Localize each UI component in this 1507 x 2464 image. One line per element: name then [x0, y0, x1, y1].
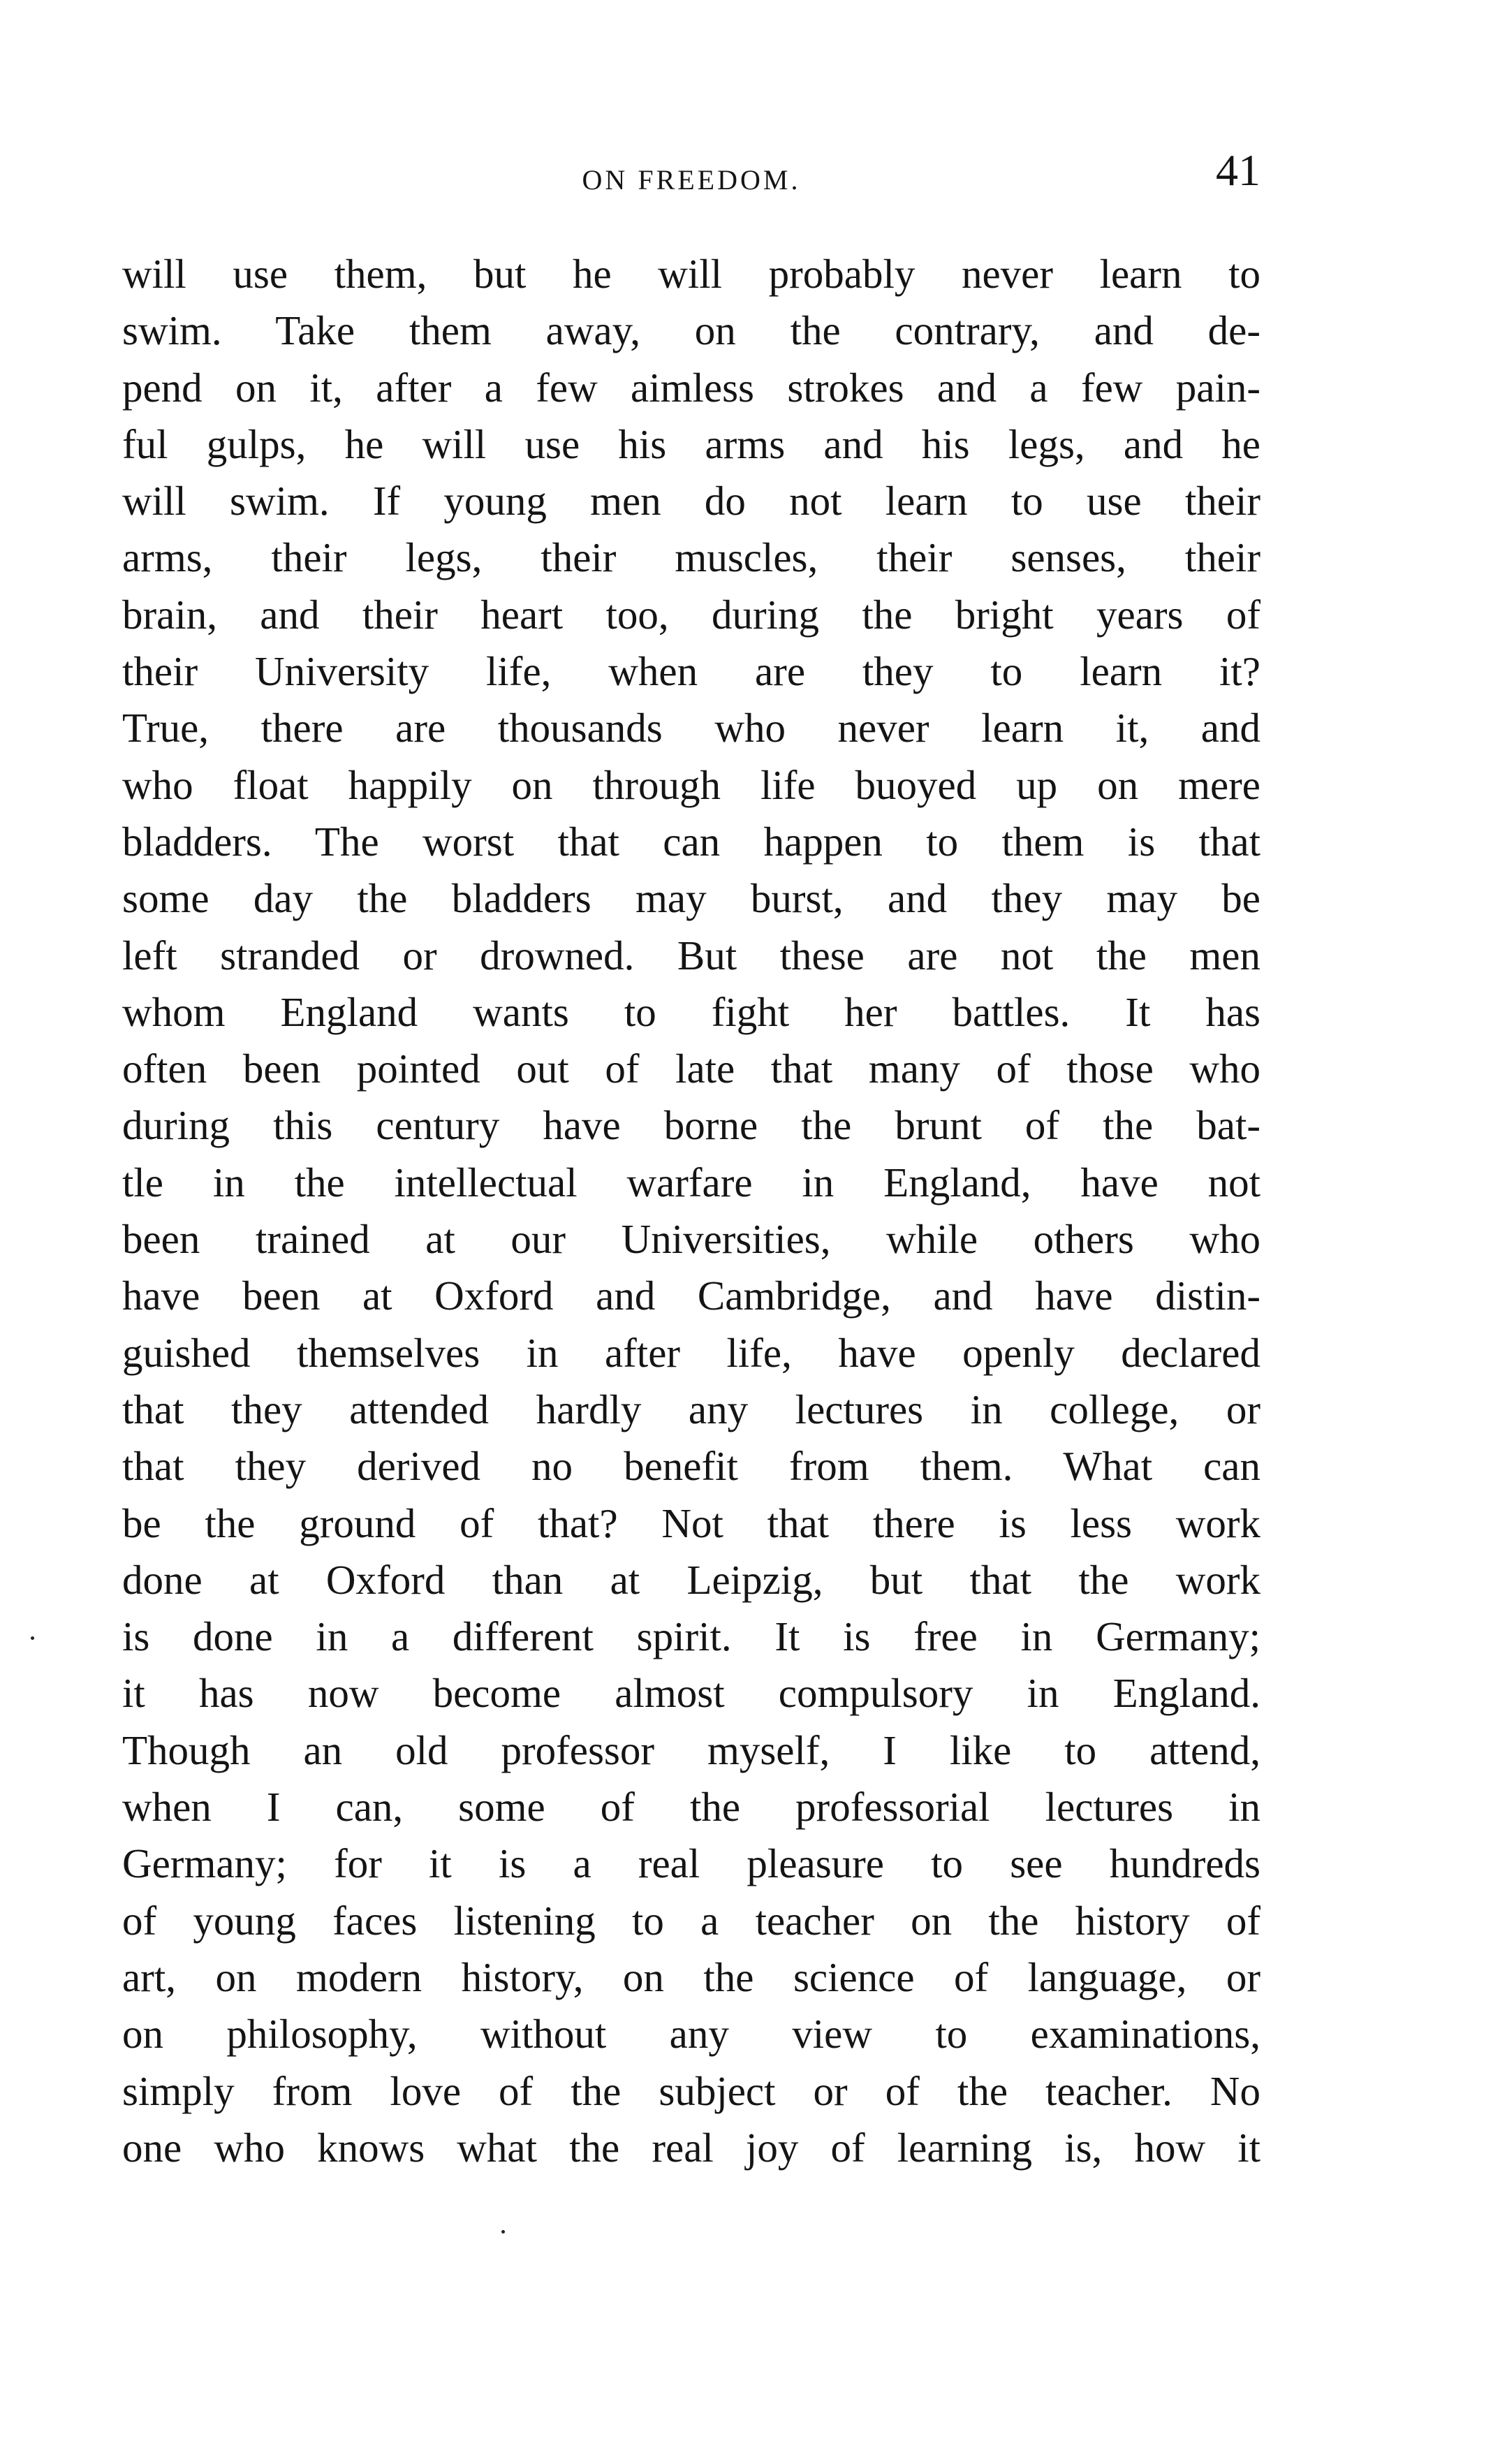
text-line: be the ground of that? Not that there is less work	[122, 1499, 1260, 1546]
text-line: ful gulps, he will use his arms and his legs, and he	[122, 420, 1260, 467]
text-line: on philosophy, without any view to examinations,	[122, 2011, 1260, 2058]
text-line: will use them, but he will probably never learn to	[122, 251, 1260, 297]
text-line: is done in a different spirit. It is free in Germany;	[122, 1613, 1260, 1660]
text-line: will swim. If young men do not learn to use their	[122, 478, 1260, 525]
text-line: have been at Oxford and Cambridge, and have distin-	[122, 1273, 1260, 1319]
text-line: pend on it, after a few aimless strokes and a few pain-	[122, 364, 1260, 411]
body-text	[122, 246, 1260, 2176]
text-line: brain, and their heart too, during the bright years of	[122, 591, 1260, 638]
running-head-title: ON FREEDOM.	[582, 164, 801, 196]
text-line: arms, their legs, their muscles, their senses, their	[122, 534, 1260, 581]
page-number: 41	[1216, 145, 1260, 195]
text-line: during this century have borne the brunt of the bat-	[122, 1102, 1260, 1149]
text-line: swim. Take them away, on the contrary, and de-	[122, 307, 1260, 354]
text-line: Though an old professor myself, I like to attend,	[122, 1726, 1260, 1773]
text-line: it has now become almost compulsory in England.	[122, 1670, 1260, 1717]
text-line: left stranded or drowned. But these are not the men	[122, 932, 1260, 978]
text-line: done at Oxford than at Leipzig, but that the work	[122, 1556, 1260, 1603]
running-head	[122, 143, 1260, 206]
text-line: often been pointed out of late that many of those who	[122, 1046, 1260, 1092]
text-line: True, there are thousands who never learn it, and	[122, 705, 1260, 751]
ink-speck	[31, 1636, 34, 1640]
text-line: guished themselves in after life, have openly declared	[122, 1329, 1260, 1376]
ink-speck	[501, 2230, 505, 2234]
text-line: art, on modern history, on the science of language, or	[122, 1953, 1260, 2000]
text-line: their University life, when are they to learn it?	[122, 648, 1260, 695]
text-line: that they attended hardly any lectures in college, or	[122, 1386, 1260, 1432]
text-line: simply from love of the subject or of the teacher. No	[122, 2067, 1260, 2114]
text-line: some day the bladders may burst, and they may be	[122, 875, 1260, 922]
text-line: bladders. The worst that can happen to them is that	[122, 818, 1260, 865]
text-line: who float happily on through life buoyed up on mere	[122, 761, 1260, 808]
text-line: tle in the intellectual warfare in England, have not	[122, 1159, 1260, 1205]
text-line: that they derived no benefit from them. What can	[122, 1443, 1260, 1490]
text-line: been trained at our Universities, while others who	[122, 1216, 1260, 1263]
text-line: whom England wants to fight her battles. It has	[122, 988, 1260, 1035]
text-line: one who knows what the real joy of learning is, how it	[122, 2124, 1260, 2171]
text-line: of young faces listening to a teacher on the history of	[122, 1897, 1260, 1944]
text-line: Germany; for it is a real pleasure to see hundreds	[122, 1840, 1260, 1887]
text-line: when I can, some of the professorial lectures in	[122, 1784, 1260, 1831]
